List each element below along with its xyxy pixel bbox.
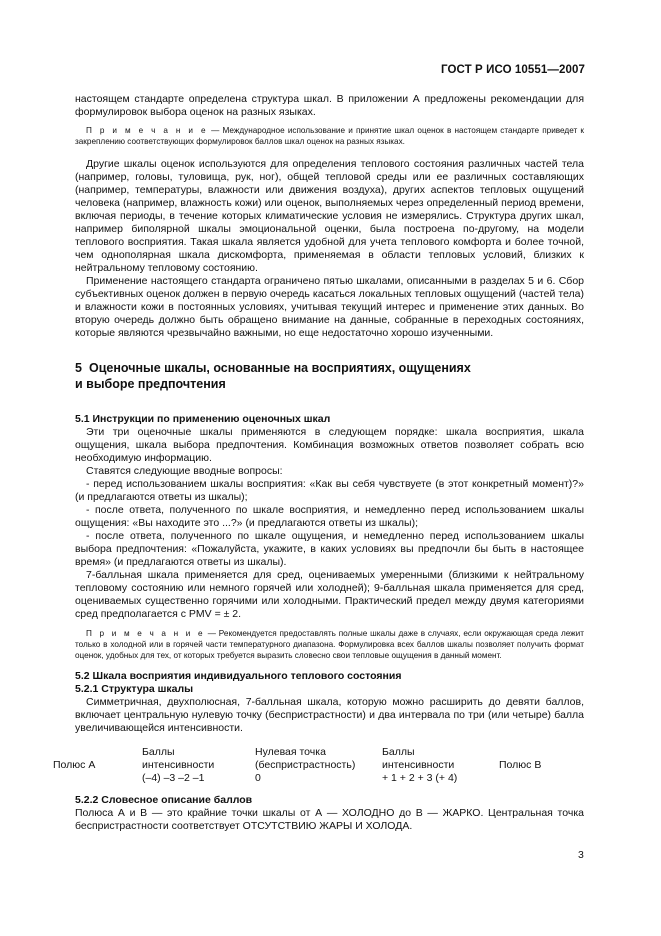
scale-mid-label-1: Нулевая точка bbox=[255, 746, 326, 758]
subsection-5-2-heading: 5.2 Шкала восприятия индивидуального теплового состояния bbox=[75, 670, 402, 682]
section-title-line1: Оценочные шкалы, основанные на восприятиях, ощущениях bbox=[89, 361, 471, 375]
paragraph-5-1-questions: Ставятся следующие вводные вопросы: bbox=[86, 465, 283, 477]
scale-left-label-1: Баллы bbox=[142, 746, 175, 758]
scale-left-values: (–4) –3 –2 –1 bbox=[142, 772, 205, 784]
paragraph-5-1-scales: 7-балльная шкала применяется для сред, оцениваемых умеренными (близкими к нейтральному тепловому состоянию или немного горячей или холодней); 9-балльная шкала применяется для сред, оцениваемых существенно горячими или холодными. Практический предел между двумя категориями сред предполагается с PMV = ± 2. bbox=[75, 569, 584, 620]
scale-right-label-1: Баллы bbox=[382, 746, 415, 758]
paragraph-intro: настоящем стандарте определена структура шкал. В приложении А предложены рекомендации для формулировок выбора оценок на разных языках. bbox=[75, 93, 584, 118]
list-item-question-1: - перед использованием шкалы восприятия: «Как вы себя чувствуете (в этот конкретный момент)?» (и предлагаются ответы из шкалы); bbox=[75, 478, 584, 503]
scale-right-label-2: интенсивности bbox=[382, 759, 455, 771]
page-body bbox=[53, 93, 584, 833]
list-item-question-2: - после ответа, полученного по шкале восприятия, и немедленно перед использованием шкалы ощущения: «Вы находите это ...?» (и предлагаются ответы из шкалы); bbox=[75, 504, 584, 529]
note-label: П р и м е ч а н и е bbox=[86, 629, 205, 638]
subsection-5-2-2-heading: 5.2.2 Словесное описание баллов bbox=[75, 794, 253, 806]
section-5-heading bbox=[75, 360, 584, 392]
note-1 bbox=[75, 125, 584, 147]
scale-pole-a: Полюс А bbox=[53, 759, 96, 771]
paragraph-5-2-2: Полюса А и В — это крайние точки шкалы от А — ХОЛОДНО до В — ЖАРКО. Центральная точка беспристрастности соответствует ОТСУТСТВИЮ ЖАРЫ И ХОЛОДА. bbox=[75, 807, 584, 832]
paragraph-5-1-order: Эти три оценочные шкалы применяются в следующем порядке: шкала восприятия, шкала ощущения, шкала выбора предпочтения. Комбинация возможных ответов позволяет собрать всю необходимую информацию. bbox=[75, 426, 584, 464]
document-header: ГОСТ Р ИСО 10551—2007 bbox=[440, 64, 585, 76]
note-label: П р и м е ч а н и е bbox=[86, 126, 208, 135]
section-title-line2: и выборе предпочтения bbox=[75, 377, 226, 391]
scale-structure bbox=[53, 746, 584, 788]
paragraph-application: Применение настоящего стандарта ограничено пятью шкалами, описанными в разделах 5 и 6. Сбор субъективных оценок должен в первую очередь касаться локальных тепловых ощущений (частей тела) и влажности кожи в постоянных условиях, учитывая текущий интерес и применение этих данных. Во вторую очередь должно быть обращено внимание на данные, собранные в переходных состояниях, которые являются чрезвычайно важными, но еще недостаточно хорошо изученными. bbox=[75, 275, 584, 339]
paragraph-5-2-1: Симметричная, двухполюсная, 7-балльная шкала, которую можно расширить до девяти баллов, включает центральную нулевую точку (беспристрастности) и два интервала по три (или четыре) балла увеличивающейся интенсивности. bbox=[75, 696, 584, 734]
scale-mid-label-2: (беспристрастность) bbox=[255, 759, 356, 771]
subsection-5-1-heading: 5.1 Инструкции по применению оценочных шкал bbox=[75, 413, 331, 425]
scale-pole-b: Полюс В bbox=[499, 759, 542, 771]
scale-mid-value: 0 bbox=[255, 772, 261, 784]
page-number: 3 bbox=[578, 849, 584, 861]
note-text: — Международное использование и принятие шкал оценок в настоящем стандарте приведет к закреплению соответствующих формулировок баллов шкал оценок на разных языках. bbox=[75, 126, 584, 146]
subsection-5-2-1-heading: 5.2.1 Структура шкалы bbox=[75, 683, 194, 695]
list-item-question-3: - после ответа, полученного по шкале ощущения, и немедленно перед использованием шкалы выбора предпочтения: «Пожалуйста, укажите, в каких условиях вы предпочли бы быть в настоящее время» (и предлагаются ответы из шкалы). bbox=[75, 530, 584, 568]
section-number: 5 bbox=[75, 361, 82, 375]
note-text: — Рекомендуется предоставлять полные шкалы даже в случаях, если окружающая среда лежит только в холодной или в горячей части температурного диапазона. Формулировка всех баллов шкалы позволяет получить формат оценок, удобных для тех, от которых требуется выразить словесно свои тепловые ощущения в данный момент. bbox=[75, 629, 584, 660]
scale-right-values: + 1 + 2 + 3 (+ 4) bbox=[382, 772, 458, 784]
scale-left-label-2: интенсивности bbox=[142, 759, 215, 771]
note-2 bbox=[75, 628, 584, 661]
paragraph-other-scales: Другие шкалы оценок используются для определения теплового состояния различных частей тела (например, головы, туловища, рук, ног), общей тепловой среды или ее различных составляющих (например, температуры, влажности или движения воздуха), других аспектов тепловых ощущений человека (например, влажность кожи) или оценок, выполняемых через определенный период времени, включая периоды, в течение которых климатические условия не измерялись. Структура других шкал, например биполярной шкалы эмоциональной оценки, была построена по-другому, на модели теплового восприятия. Такая шкала является удобной для учета теплового комфорта и более точной, чем однополярная шкала дискомфорта, применяемая в области тепловых условий, близких к нейтральному тепловому состоянию. bbox=[75, 158, 584, 274]
